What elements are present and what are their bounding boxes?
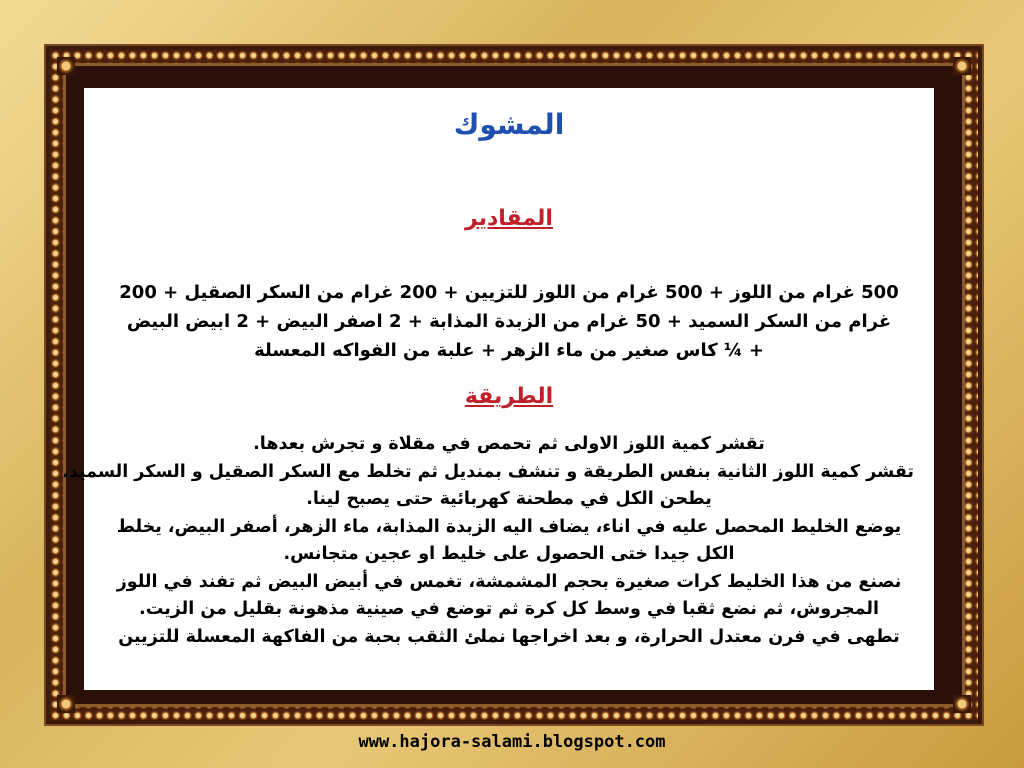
- method-text: [62, 431, 914, 651]
- method-line: تقشر كمية اللوز الثانية بنفس الطريقة و تنشف بمنديل ثم تخلط مع السكر الصقيل و السكر السميد.: [62, 461, 914, 482]
- method-line: يطحن الكل في مطحنة كهربائية حتى يصبح لينا.: [306, 489, 712, 509]
- frame-corner-ornament: [953, 57, 971, 75]
- method-line: الكل جيدا ختى الحصول على خليط او عجين متجانس.: [283, 544, 735, 564]
- method-line: تقشر كمية اللوز الاولى ثم تحمص في مقلاة و تجرش بعدها.: [253, 434, 765, 454]
- recipe-card: [62, 88, 934, 690]
- ingredients-line: + ¼ كاس صغير من ماء الزهر + علبة من الفواكه المعسلة: [254, 340, 764, 361]
- ingredients-heading: المقادير: [465, 206, 553, 231]
- method-line: المجروش، ثم نضع ثقبا في وسط كل كرة ثم توضع في صينية مذهونة بقليل من الزيت.: [139, 599, 879, 619]
- frame-corner-ornament: [953, 695, 971, 713]
- ingredients-line: غرام من السكر السميد + 50 غرام من الزبدة المذابة + 2 اصفر البيض + 2 ابيض البيض: [126, 311, 892, 332]
- method-line: نصنع من هذا الخليط كرات صغيرة بحجم المشمشة، تغمس في أبيض البيض ثم تفند في اللوز: [116, 571, 902, 592]
- method-heading: الطريقة: [464, 384, 554, 409]
- ingredients-text: [104, 278, 914, 365]
- frame-corner-ornament: [57, 695, 75, 713]
- method-line: يوضع الخليط المحصل عليه في اناء، يضاف اليه الزبدة المذابة، ماء الزهر، أصفر البيض، يخلط: [116, 516, 902, 537]
- recipe-title: المشوك: [453, 108, 565, 141]
- ingredients-line: 500 غرام من اللوز + 500 غرام من اللوز للتزيين + 200 غرام من السكر الصقيل + 200: [119, 282, 899, 303]
- frame-corner-ornament: [57, 57, 75, 75]
- method-line: تطهى في فرن معتدل الحرارة، و بعد اخراجها نملئ الثقب بحبة من الفاكهة المعسلة للتزيين: [118, 626, 900, 647]
- blog-url: www.hajora-salami.blogspot.com: [358, 732, 666, 752]
